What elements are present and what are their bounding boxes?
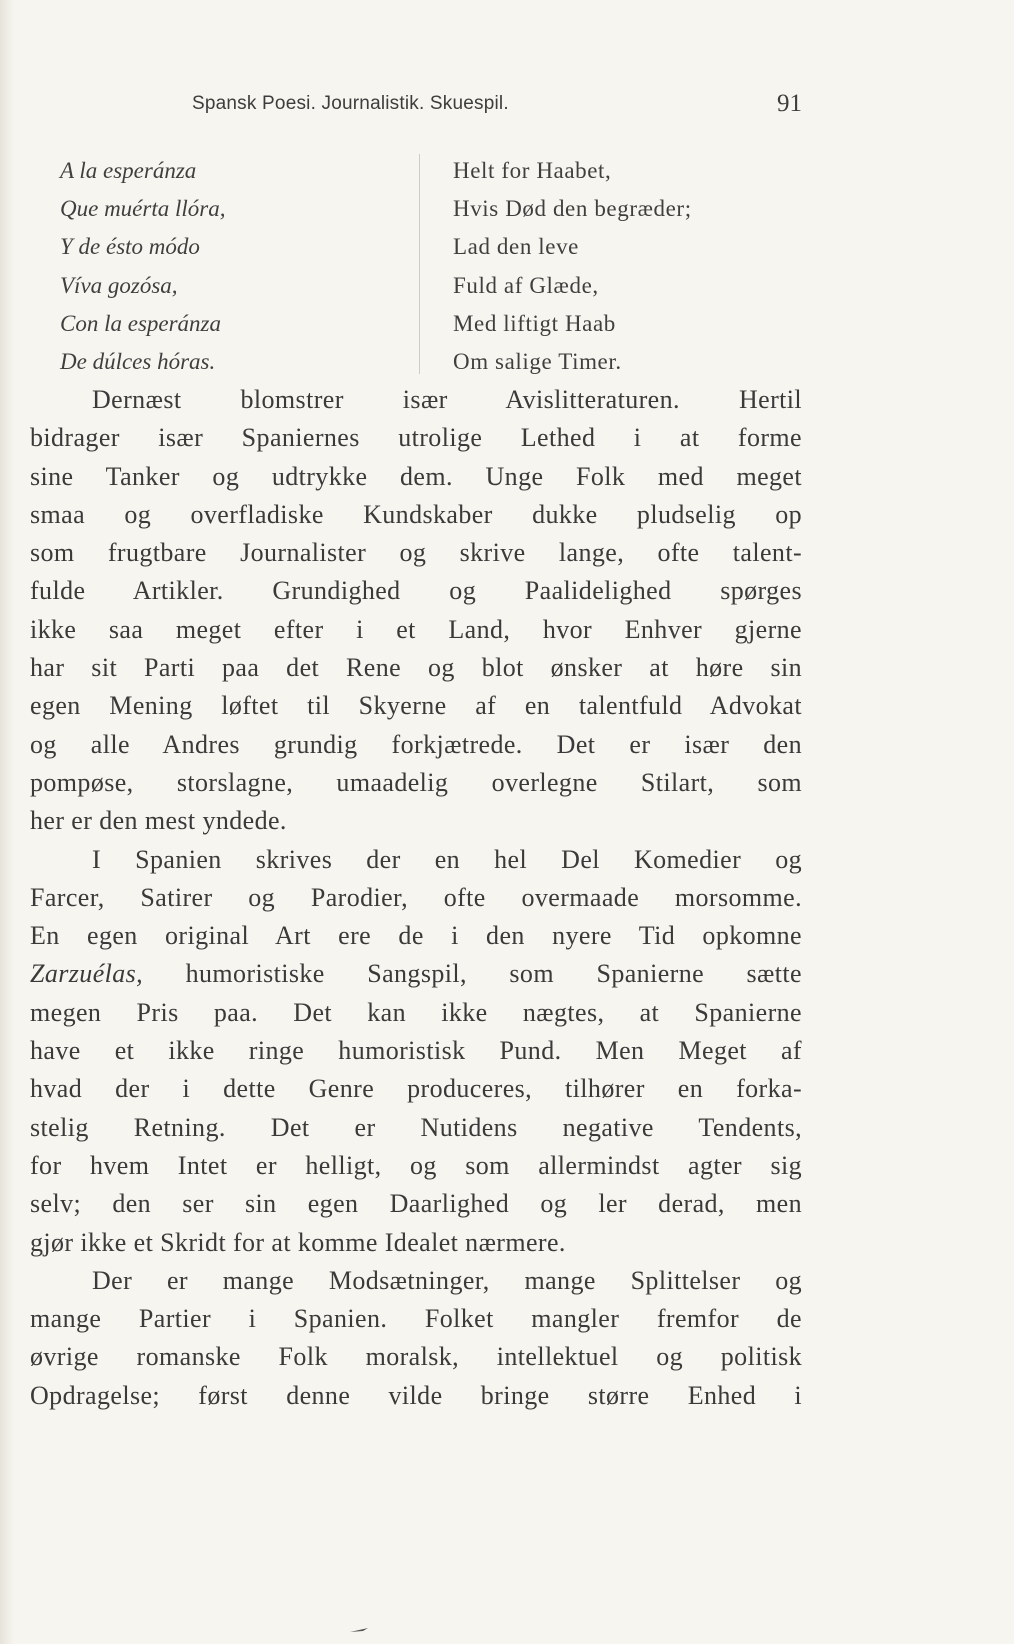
poem-spanish-line: Con la esperánza — [60, 310, 221, 336]
body-line: stelig Retning. Det er Nutidens negative Tendents, — [30, 1112, 802, 1142]
body-line: ikke saa meget efter i et Land, hvor Enhver gjerne — [30, 614, 802, 644]
body-line: gjør ikke et Skridt for at komme Idealet nærmere. — [30, 1227, 566, 1257]
poem-spanish-column — [60, 152, 410, 381]
body-line: som frugtbare Journalister og skrive lange, ofte talent- — [30, 538, 802, 568]
body-line: Dernæst blomstrer især Avislitteraturen. Hertil — [92, 385, 802, 414]
body-line: mange Partier i Spanien. Folket mangler fremfor de — [30, 1304, 802, 1334]
poem-danish-line: Med liftigt Haab — [453, 310, 616, 336]
body-text — [30, 381, 802, 1415]
poem-danish-line: Om salige Timer. — [453, 348, 622, 374]
body-line: I Spanien skrives der en hel Del Komedier og — [92, 844, 802, 874]
poem-danish-line: Fuld af Glæde, — [453, 272, 599, 298]
poem-spanish-line: Que muérta llóra, — [60, 196, 226, 222]
running-head — [192, 91, 802, 119]
body-line: pompøse, storslagne, umaadelig overlegne Stilart, som — [30, 767, 802, 797]
body-line: her er den mest yndede. — [30, 806, 287, 836]
poem-danish-column — [453, 152, 803, 381]
poem-danish-line: Helt for Haabet, — [453, 158, 612, 183]
body-line-zarzuelas — [30, 955, 802, 993]
body-line: egen Mening løftet til Skyerne af en talentfuld Advokat — [30, 691, 802, 721]
body-line: sine Tanker og udtrykke dem. Unge Folk med meget — [30, 461, 802, 491]
body-line: fulde Artikler. Grundighed og Paalidelighed spørges — [30, 576, 802, 606]
poem-spanish-line: De dúlces hóras. — [60, 348, 216, 374]
body-line: og alle Andres grundig forkjætrede. Det er især den — [30, 729, 802, 759]
body-line: hvad der i dette Genre produceres, tilhører en forka- — [30, 1074, 802, 1104]
body-line: Farcer, Satirer og Parodier, ofte overmaade morsomme. — [30, 882, 802, 912]
body-line: selv; den ser sin egen Daarlighed og ler derad, men — [30, 1189, 802, 1219]
poem-danish-line: Lad den leve — [453, 234, 579, 260]
page-edge-shadow — [0, 0, 14, 1644]
running-head-title: Spansk Poesi. Journalistik. Skuespil. — [192, 93, 509, 114]
printer-mark-icon — [349, 1627, 369, 1633]
page-number: 91 — [777, 90, 802, 117]
body-line: Opdragelse; først denne vilde bringe større Enhed i — [30, 1380, 802, 1410]
body-line: smaa og overfladiske Kundskaber dukke pludselig op — [30, 499, 802, 529]
body-line-rest: humoristiske Sangspil, som Spanierne sætte — [185, 959, 802, 989]
poem-danish-line: Hvis Død den begræder; — [453, 196, 692, 222]
poem-spanish-line: Víva gozósa, — [60, 272, 178, 298]
poem-spanish-line: A la esperánza — [60, 158, 197, 183]
poem-block — [60, 152, 800, 380]
body-line: øvrige romanske Folk moralsk, intellektuel og politisk — [30, 1342, 802, 1372]
body-line: Der er mange Modsætninger, mange Splittelser og — [92, 1265, 802, 1295]
poem-column-divider — [419, 154, 420, 374]
body-line: En egen original Art ere de i den nyere Tid opkomne — [30, 921, 802, 951]
poem-spanish-line: Y de ésto módo — [60, 234, 200, 260]
body-line: megen Pris paa. Det kan ikke nægtes, at Spanierne — [30, 997, 802, 1027]
body-line: bidrager især Spaniernes utrolige Lethed i at forme — [30, 423, 802, 453]
body-line: har sit Parti paa det Rene og blot ønsker at høre sin — [30, 653, 802, 683]
zarzuelas-word: Zarzuélas, — [30, 959, 144, 989]
body-line: have et ikke ringe humoristisk Pund. Men Meget af — [30, 1036, 802, 1066]
body-line: for hvem Intet er helligt, og som allermindst agter sig — [30, 1150, 802, 1180]
